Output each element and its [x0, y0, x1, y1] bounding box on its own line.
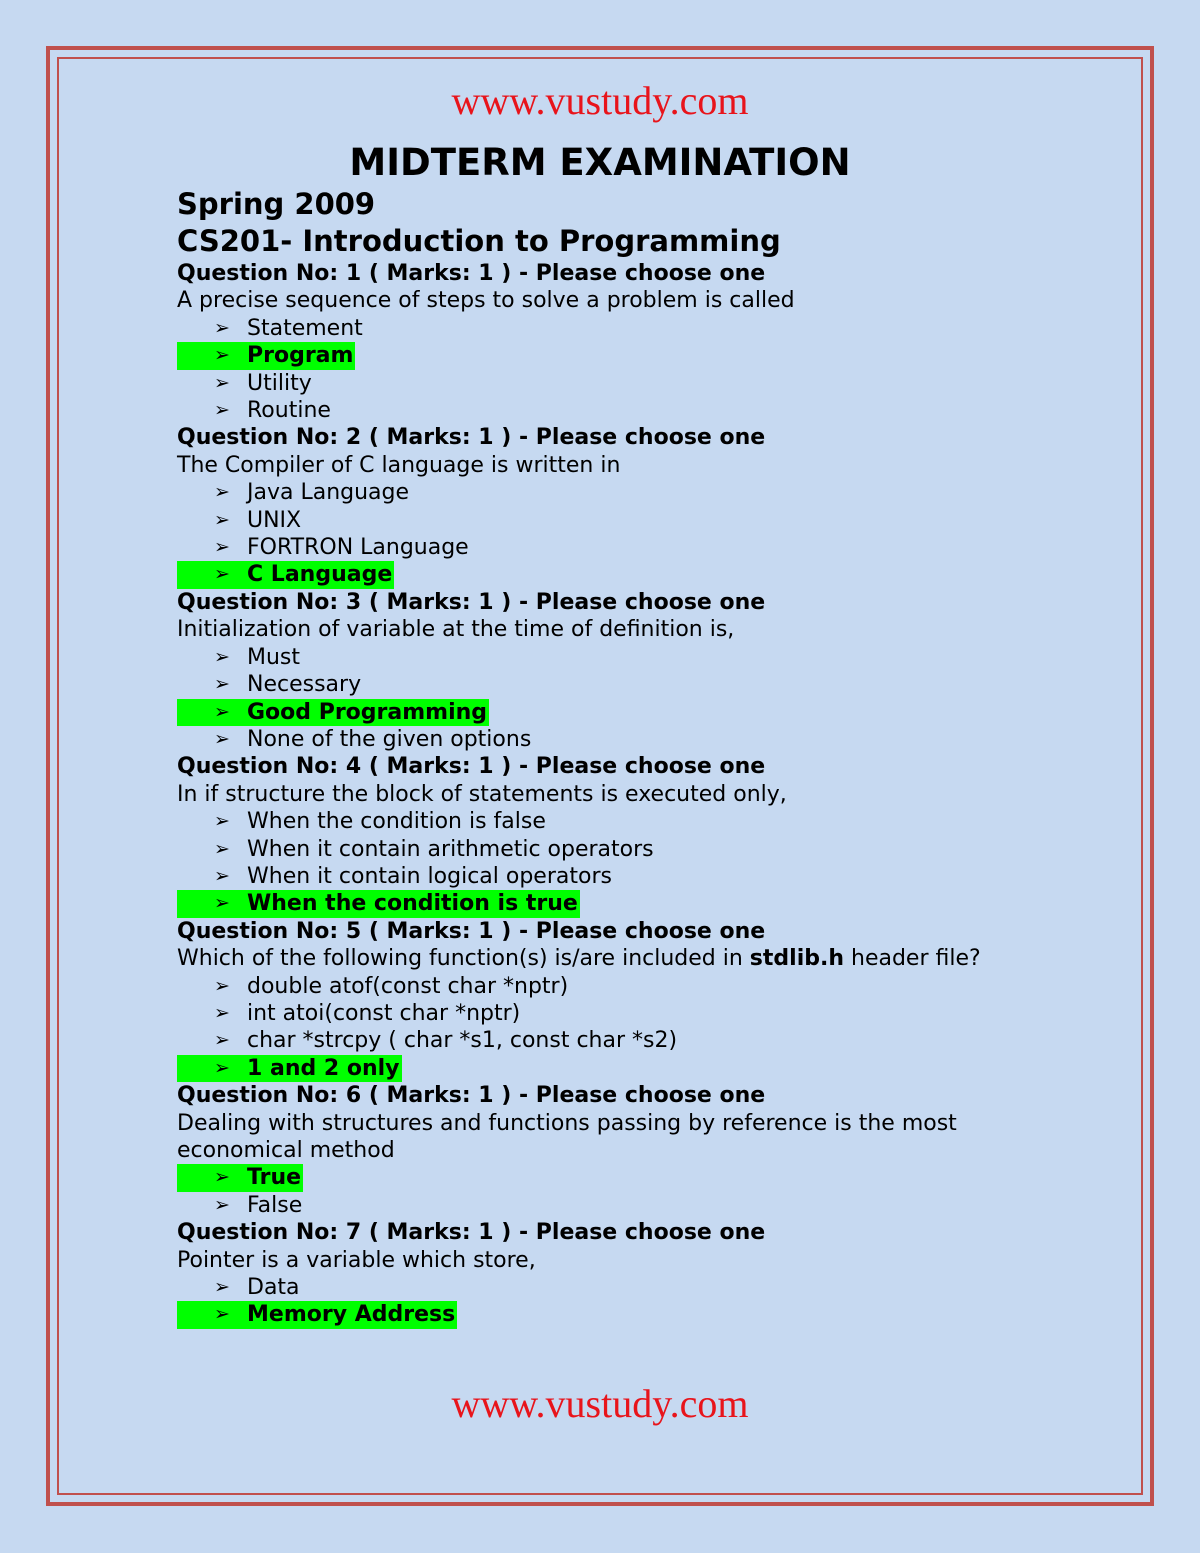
question-text — [177, 945, 1027, 972]
answer-option — [177, 1000, 1027, 1027]
answer-option-label: None of the given options — [247, 726, 532, 752]
answer-option-label: Must — [247, 644, 301, 670]
arrow-bullet-icon: ➢ — [214, 974, 230, 997]
answer-option — [177, 671, 1027, 698]
answer-option-correct — [177, 699, 1027, 726]
question-heading: Question No: 2 ( Marks: 1 ) - Please choose one — [177, 425, 766, 451]
answer-option — [177, 808, 1027, 835]
question-text: In if structure the block of statements is executed only, — [177, 781, 787, 807]
question-5 — [177, 918, 1027, 1082]
arrow-bullet-icon: ➢ — [214, 536, 230, 559]
answer-option-body — [177, 534, 471, 561]
answer-option-label: When the condition is false — [247, 809, 546, 835]
answer-option — [177, 507, 1027, 534]
answer-option-body — [177, 370, 314, 397]
answer-option-body — [177, 890, 580, 917]
answer-options — [177, 479, 1027, 589]
answer-option-body — [177, 699, 489, 726]
answer-option — [177, 397, 1027, 424]
arrow-bullet-icon: ➢ — [214, 399, 230, 422]
answer-option — [177, 973, 1027, 1000]
answer-option — [177, 534, 1027, 561]
site-url-top: www.vustudy.com — [451, 78, 749, 123]
arrow-bullet-icon: ➢ — [214, 508, 230, 531]
answer-option-body — [177, 397, 333, 424]
answer-option-body — [177, 1192, 304, 1219]
answer-option-label: Program — [247, 343, 354, 369]
answer-option-correct — [177, 1055, 1027, 1082]
answer-option-label: UNIX — [247, 507, 302, 533]
arrow-bullet-icon: ➢ — [214, 1166, 230, 1189]
answer-options — [177, 644, 1027, 754]
question-6 — [177, 1082, 1027, 1219]
answer-option-label: Utility — [247, 370, 312, 396]
arrow-bullet-icon: ➢ — [214, 371, 230, 394]
question-2 — [177, 424, 1027, 588]
answer-option-correct — [177, 342, 1027, 369]
answer-option-body — [177, 671, 363, 698]
answer-option-label: Memory Address — [247, 1302, 456, 1328]
answer-option-body — [177, 1301, 457, 1328]
answer-option-label: C Language — [247, 562, 393, 588]
answer-options — [177, 1274, 1027, 1329]
answer-option-body — [177, 1027, 679, 1054]
answer-option — [177, 836, 1027, 863]
question-text-part: Which of the following function(s) is/are included in — [177, 946, 750, 972]
answer-option — [177, 370, 1027, 397]
question-text: Pointer is a variable which store, — [177, 1247, 536, 1273]
answer-option-body — [177, 644, 302, 671]
answer-option-body — [177, 836, 656, 863]
answer-option-label: True — [247, 1165, 302, 1191]
course-title: CS201- Introduction to Programming — [177, 224, 781, 258]
answer-option-label: False — [247, 1192, 303, 1218]
answer-option-label: FORTRON Language — [247, 535, 469, 561]
answer-option — [177, 479, 1027, 506]
site-url-bottom: www.vustudy.com — [451, 1381, 749, 1426]
answer-option — [177, 1274, 1027, 1301]
arrow-bullet-icon: ➢ — [214, 700, 230, 723]
arrow-bullet-icon: ➢ — [214, 837, 230, 860]
question-text-emphasis: stdlib.h — [749, 946, 845, 972]
answer-option — [177, 315, 1027, 342]
question-heading: Question No: 5 ( Marks: 1 ) - Please choose one — [177, 918, 766, 944]
answer-option-body — [177, 726, 533, 753]
answer-options — [177, 973, 1027, 1083]
question-7 — [177, 1219, 1027, 1329]
arrow-bullet-icon: ➢ — [214, 1276, 230, 1299]
question-text: Dealing with structures and functions passing by reference is the most economical method — [177, 1110, 957, 1163]
question-heading: Question No: 4 ( Marks: 1 ) - Please choose one — [177, 754, 766, 780]
question-text: Initialization of variable at the time of definition is, — [177, 617, 735, 643]
arrow-bullet-icon: ➢ — [214, 316, 230, 339]
answer-option-label: char *strcpy ( char *s1, const char *s2) — [247, 1028, 678, 1054]
answer-option-correct — [177, 890, 1027, 917]
answer-option-body — [177, 561, 394, 588]
question-4 — [177, 753, 1027, 917]
answer-option-body — [177, 479, 411, 506]
answer-options — [177, 315, 1027, 425]
question-3 — [177, 589, 1027, 753]
question-1 — [177, 260, 1027, 424]
question-text: The Compiler of C language is written in — [177, 452, 621, 478]
page-title: MIDTERM EXAMINATION — [349, 141, 851, 184]
arrow-bullet-icon: ➢ — [214, 673, 230, 696]
answer-option-correct — [177, 561, 1027, 588]
question-heading: Question No: 6 ( Marks: 1 ) - Please choose one — [177, 1083, 766, 1109]
answer-options — [177, 1164, 1027, 1219]
answer-option-label: Necessary — [247, 672, 362, 698]
answer-option-label: Statement — [247, 315, 363, 341]
arrow-bullet-icon: ➢ — [214, 1056, 230, 1079]
exam-term: Spring 2009 — [177, 187, 376, 221]
answer-option — [177, 1027, 1027, 1054]
answer-option-body — [177, 1274, 302, 1301]
arrow-bullet-icon: ➢ — [214, 864, 230, 887]
answer-option — [177, 726, 1027, 753]
arrow-bullet-icon: ➢ — [214, 1001, 230, 1024]
answer-option-correct — [177, 1301, 1027, 1328]
arrow-bullet-icon: ➢ — [214, 810, 230, 833]
arrow-bullet-icon: ➢ — [214, 1193, 230, 1216]
answer-option-body — [177, 507, 303, 534]
answer-option — [177, 1192, 1027, 1219]
answer-option-body — [177, 1055, 402, 1082]
answer-option-label: When it contain logical operators — [247, 863, 612, 889]
question-heading: Question No: 1 ( Marks: 1 ) - Please choose one — [177, 261, 766, 286]
answer-option-label: When the condition is true — [247, 891, 578, 917]
arrow-bullet-icon: ➢ — [214, 481, 230, 504]
answer-option-label: double atof(const char *nptr) — [247, 973, 569, 999]
question-heading: Question No: 3 ( Marks: 1 ) - Please choose one — [177, 589, 766, 615]
answer-option-label: 1 and 2 only — [247, 1055, 400, 1081]
answer-option-body — [177, 973, 570, 1000]
answer-options — [177, 808, 1027, 918]
exam-content — [177, 186, 1027, 1329]
answer-option-label: Data — [247, 1275, 300, 1301]
answer-option — [177, 644, 1027, 671]
question-text-part: header file? — [844, 946, 981, 972]
question-text: A precise sequence of steps to solve a problem is called — [177, 288, 795, 314]
question-heading: Question No: 7 ( Marks: 1 ) - Please choose one — [177, 1220, 766, 1246]
answer-option-label: Good Programming — [247, 699, 488, 725]
answer-option-label: Java Language — [247, 480, 410, 506]
arrow-bullet-icon: ➢ — [214, 1029, 230, 1052]
answer-option-body — [177, 315, 365, 342]
question-list — [177, 260, 1027, 1329]
answer-option-correct — [177, 1164, 1027, 1191]
arrow-bullet-icon: ➢ — [214, 344, 230, 367]
answer-option-body — [177, 342, 355, 369]
arrow-bullet-icon: ➢ — [214, 563, 230, 586]
arrow-bullet-icon: ➢ — [214, 727, 230, 750]
answer-option-label: int atoi(const char *nptr) — [247, 1000, 521, 1026]
answer-option-body — [177, 863, 614, 890]
answer-option-body — [177, 808, 548, 835]
answer-option-label: When it contain arithmetic operators — [247, 836, 654, 862]
answer-option-body — [177, 1000, 522, 1027]
answer-option-body — [177, 1164, 303, 1191]
answer-option — [177, 863, 1027, 890]
arrow-bullet-icon: ➢ — [214, 892, 230, 915]
arrow-bullet-icon: ➢ — [214, 645, 230, 668]
arrow-bullet-icon: ➢ — [214, 1303, 230, 1326]
answer-option-label: Routine — [247, 398, 331, 424]
